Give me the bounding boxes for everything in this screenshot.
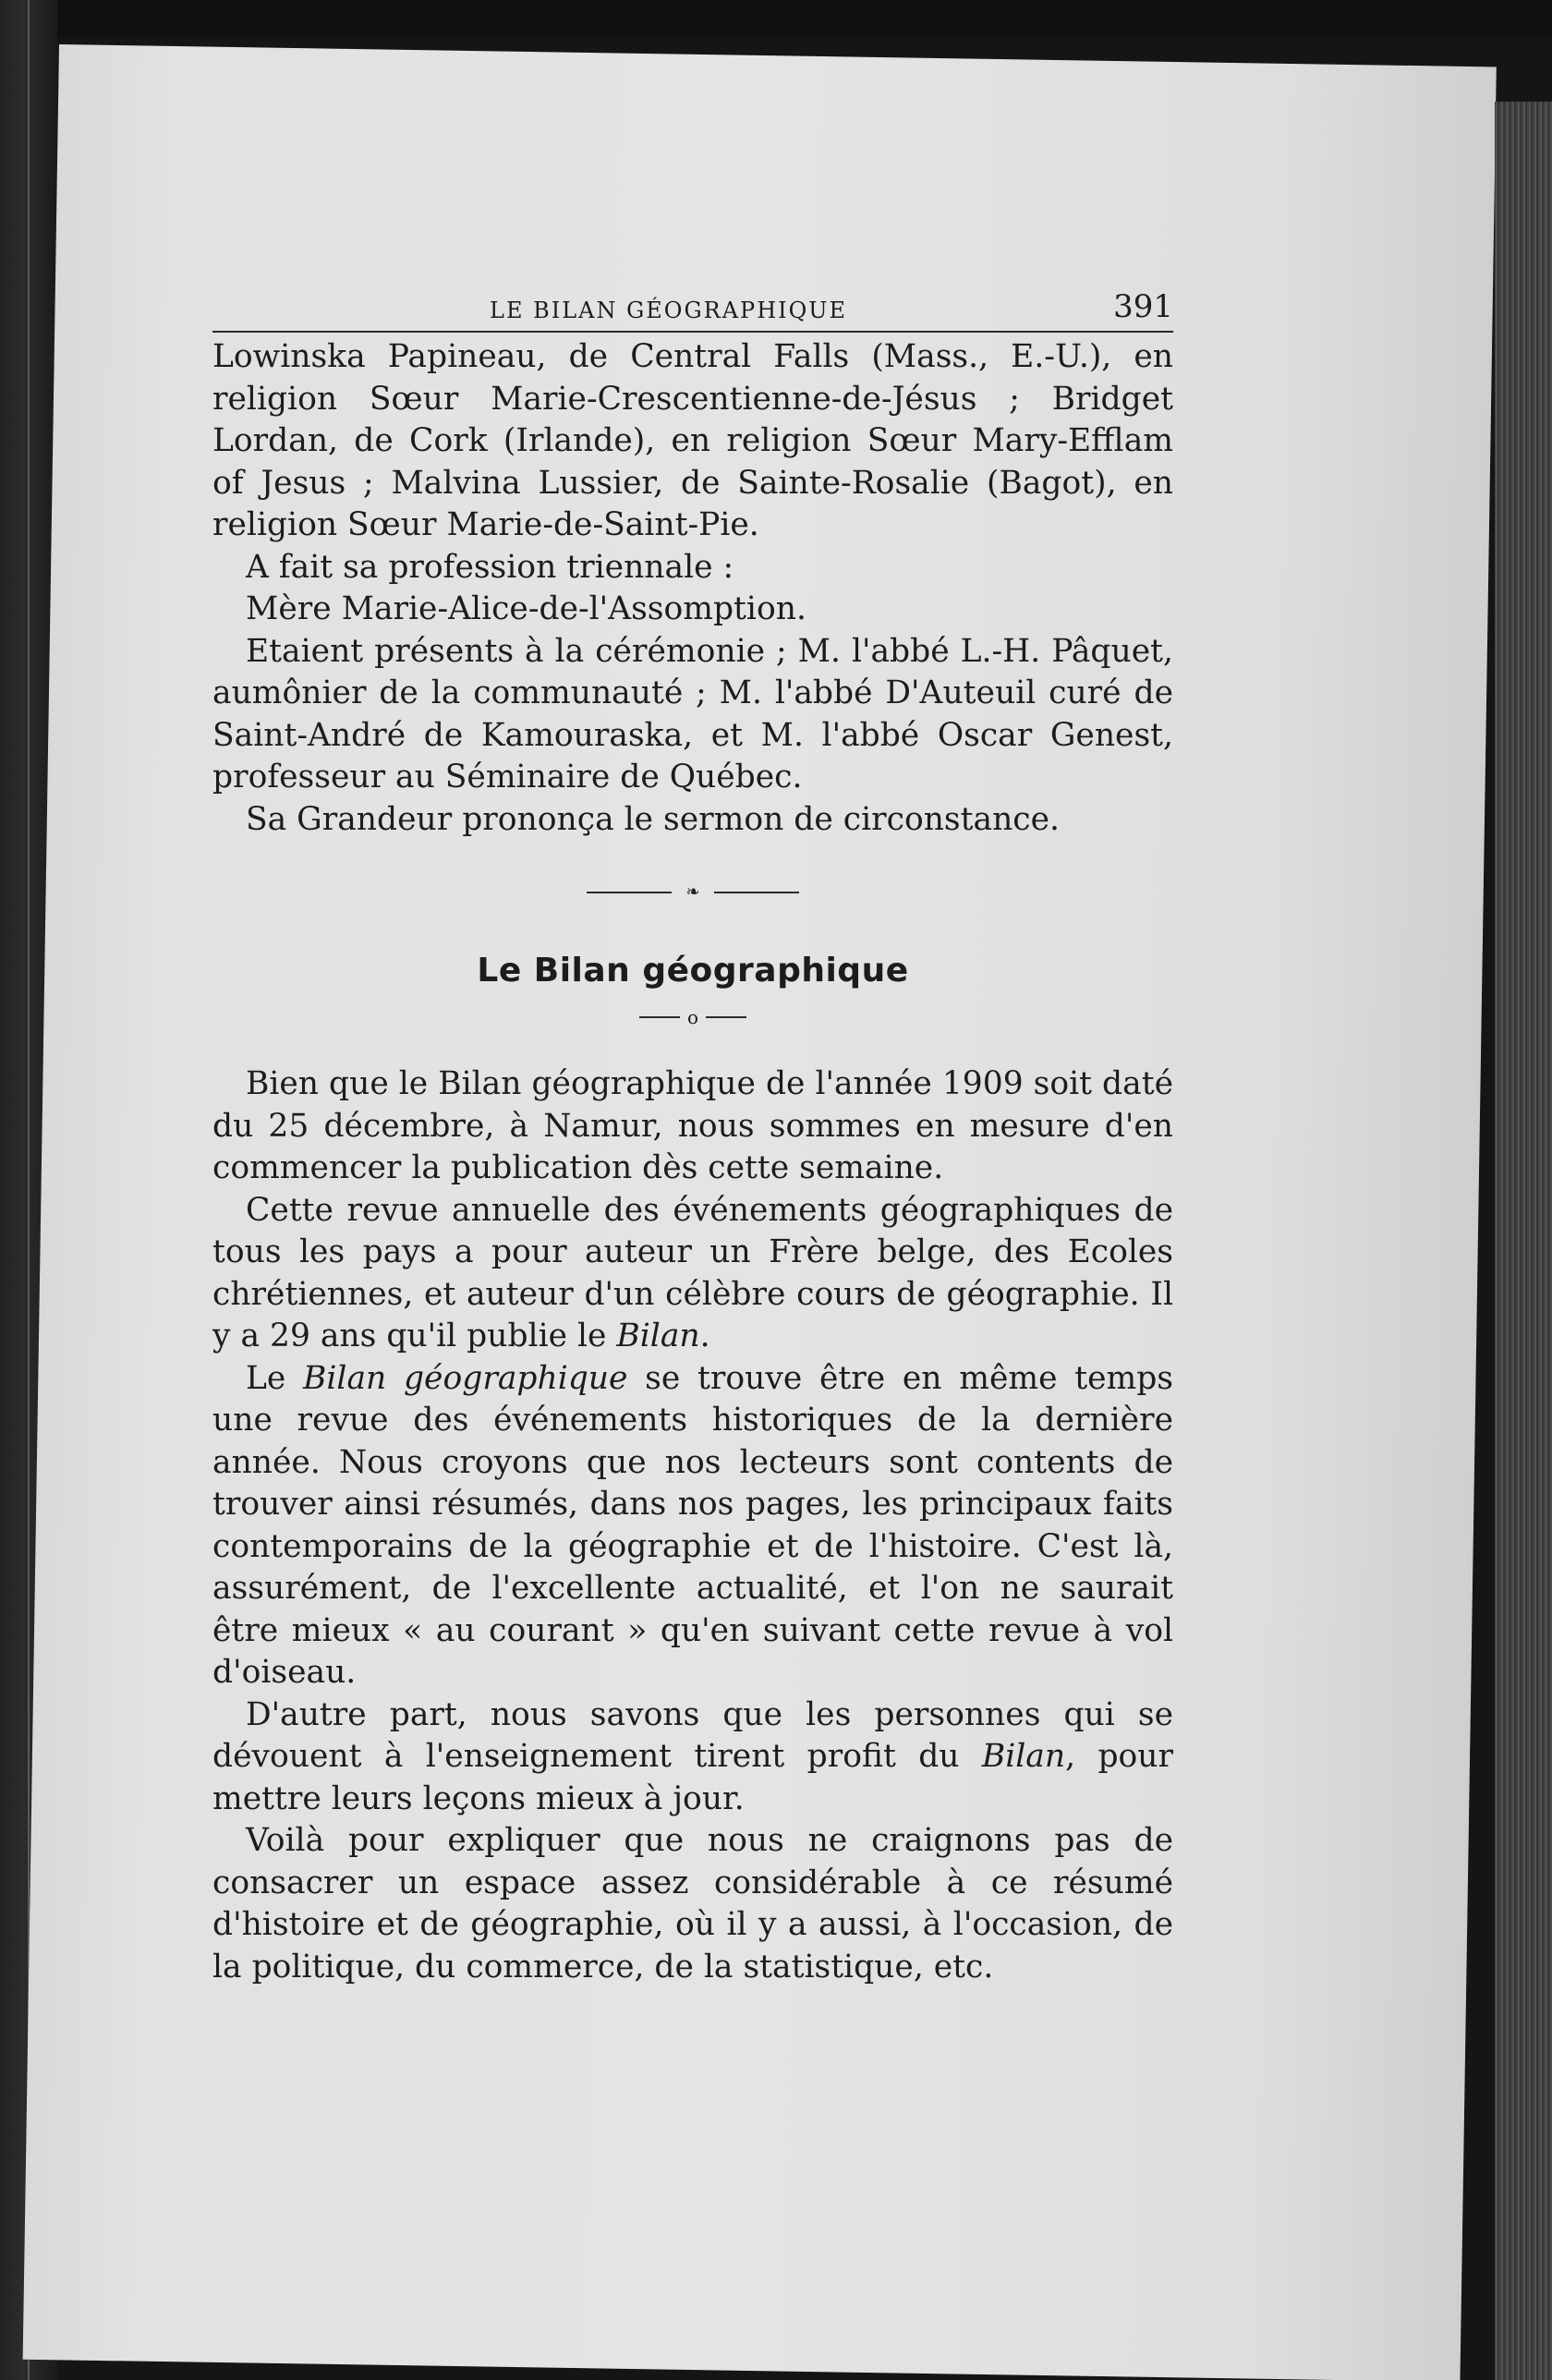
paragraph-profession: A fait sa profession triennale : (246, 548, 734, 586)
bilan-paragraph-5: Voilà pour expliquer que nous ne craignons pas de consacrer un espace assez considérable à ce résumé d'histoire et de géographie, où il y a aussi, à l'occasion, de la politique, du commerce, de la statistique, etc. (212, 1822, 1173, 1985)
paragraph-present: Etaient présents à la cérémonie ; M. l'abbé L.-H. Pâquet, aumônier de la communauté ; M. l'abbé D'Auteuil curé de Saint-André de Kamouraska, et M. l'abbé Oscar Genest, professeur au Séminaire de Québec. (212, 632, 1173, 795)
running-title: LE BILAN GÉOGRAPHIQUE (490, 298, 848, 323)
page-edge-stack (1495, 102, 1552, 2380)
divider-dash-left (639, 1016, 680, 1018)
bilan-paragraph-2 (212, 1190, 1173, 1358)
ornament-line-right (714, 892, 799, 893)
italic-title: Bilan (616, 1318, 700, 1354)
paragraph-names: Lowinska Papineau, de Central Falls (Mass., E.-U.), en religion Sœur Marie-Crescentienne-de-Jésus ; Bridget Lordan, de Cork (Irlande), en religion Sœur Mary-Efflam of Jesus ; Malvina Lussier, de Sainte-Rosalie (Bagot), en religion Sœur Marie-de-Saint-Pie. (212, 338, 1173, 543)
title-divider (212, 1006, 1173, 1028)
text-run: . (699, 1318, 710, 1354)
top-text-block (212, 336, 1173, 841)
divider-dash-right (706, 1016, 746, 1018)
bilan-paragraph-3 (212, 1358, 1173, 1694)
paragraph-mother: Mère Marie-Alice-de-l'Assomption. (246, 590, 806, 627)
bilan-paragraph-1: Bien que le Bilan géographique de l'année 1909 soit daté du 25 décembre, à Namur, nous sommes en mesure d'en commencer la publication dès cette semaine. (212, 1065, 1173, 1186)
bilan-paragraph-4 (212, 1694, 1173, 1821)
text-run: se trouve être en même temps une revue des événements historiques de la dernière année. Nous croyons que nos lecteurs sont contents de trouver ainsi résumés, dans nos pages, les principaux faits contemporains de la géographie et de l'histoire. C'est là, assurément, de l'excellente actualité, et l'on ne saurait être mieux « au courant » qu'en suivant cette revue à vol d'oiseau. (212, 1359, 1173, 1691)
ornament-line-left (587, 892, 672, 893)
divider-circle: o (686, 1006, 699, 1028)
paragraph-sermon: Sa Grandeur prononça le sermon de circonstance. (246, 800, 1060, 838)
italic-title: Bilan (981, 1738, 1066, 1775)
page-number: 391 (1113, 288, 1173, 325)
text-run: Cette revue annuelle des événements géographiques de tous les pays a pour auteur un Frère belge, des Ecoles chrétiennes, et auteur d'un célèbre cours de géographie. Il y a 29 ans qu'il publie le (212, 1191, 1173, 1354)
scan-top-border (0, 0, 1552, 37)
ornament-fleuron-icon: ❧ (685, 882, 700, 902)
page-content (212, 277, 1173, 1988)
text-run: , pour mettre leurs leçons mieux à jour. (212, 1738, 1174, 1817)
section-title: Le Bilan géographique (477, 952, 909, 990)
text-run: Le (246, 1359, 304, 1397)
bilan-text-block (212, 1063, 1173, 1988)
text-run: D'autre part, nous savons que les personnes qui se dévouent à l'enseignement tirent profit du (212, 1695, 1173, 1775)
section-ornament (212, 883, 1173, 911)
running-head (212, 277, 1173, 333)
italic-title: Bilan géographique (303, 1359, 628, 1397)
